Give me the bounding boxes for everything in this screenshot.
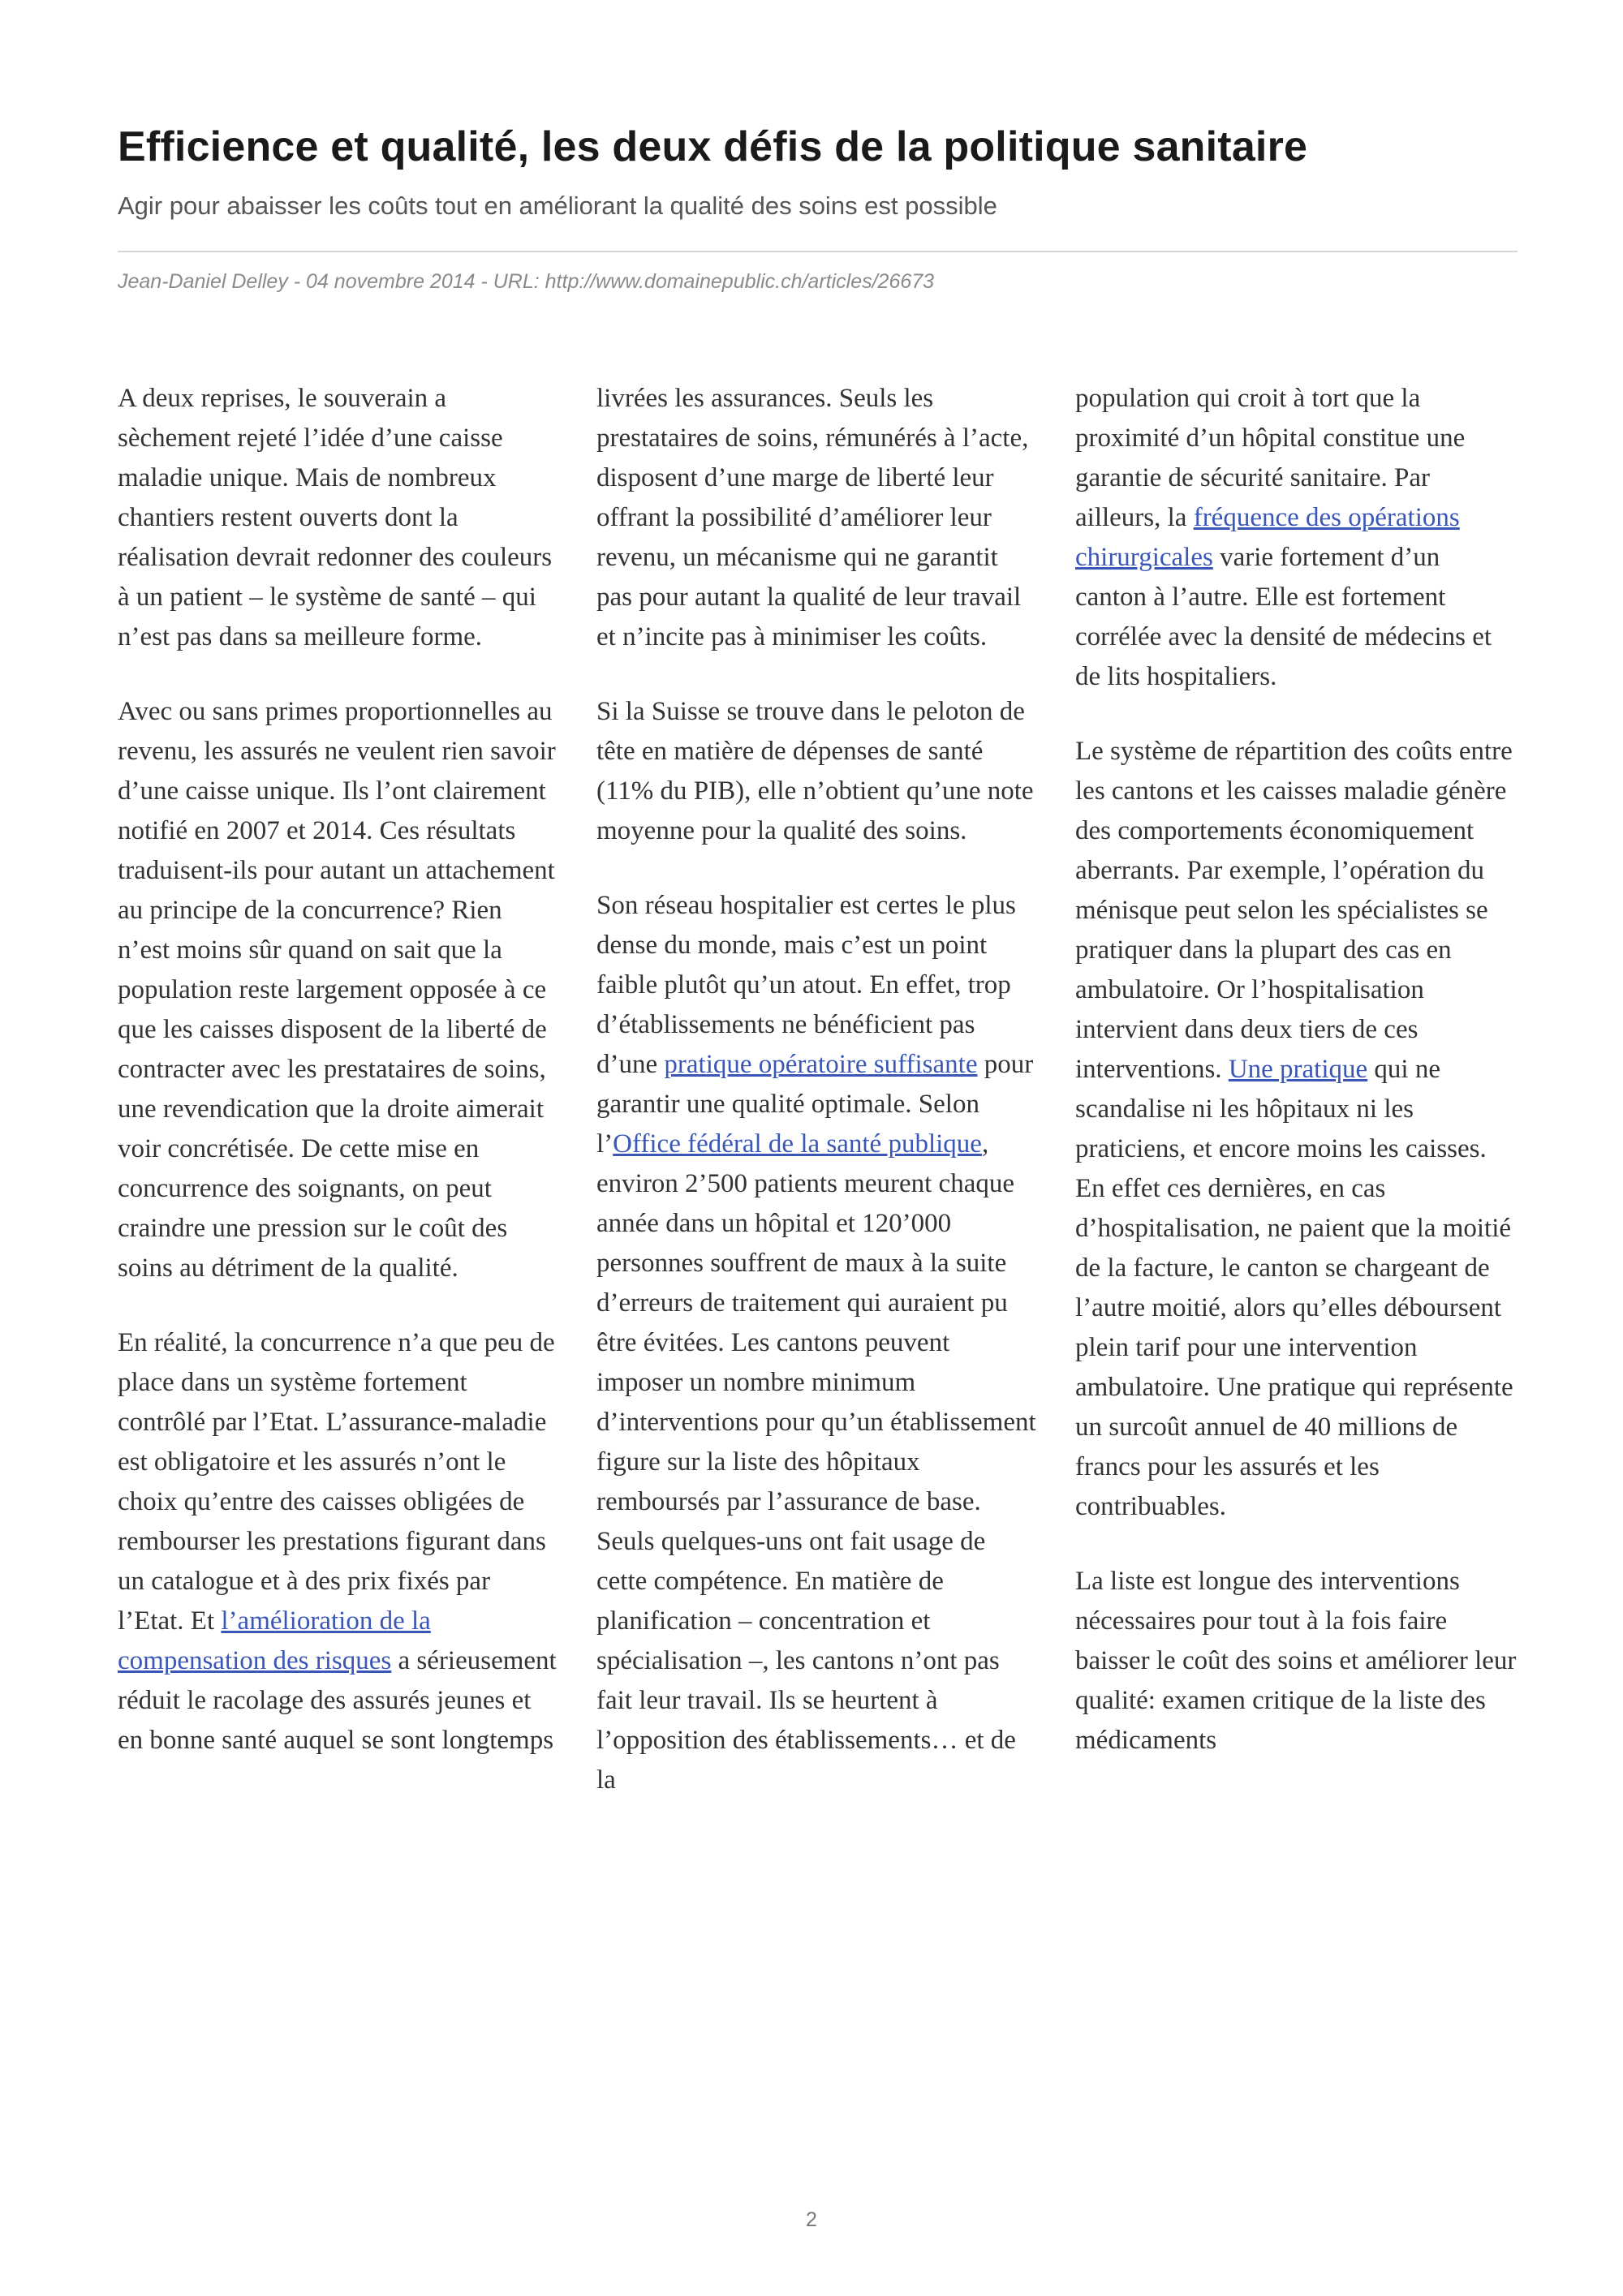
- column-1: [118, 379, 560, 1800]
- link-compensation-risques[interactable]: l’amélioration de la compensation des risques: [118, 1606, 431, 1675]
- article-meta: Jean-Daniel Delley - 04 novembre 2014 - URL: http://www.domainepublic.ch/articles/26673: [118, 269, 935, 293]
- paragraph-text: En réalité, la concurrence n’a que peu de place dans un système fortement contrôlé par l’Etat. L’assurance-maladie est obligatoire et les assurés n’ont le choix qu’entre des caisses obligées de rembourser les prestations figurant dans un catalogue et à des prix fixés par l’Etat. Et: [118, 1328, 555, 1636]
- article-body: [118, 379, 1518, 1800]
- link-pratique-operatoire[interactable]: pratique opératoire suffisante: [664, 1050, 978, 1079]
- article-subtitle: Agir pour abaisser les coûts tout en améliorant la qualité des soins est possible: [118, 191, 997, 221]
- paragraph-text: qui ne scandalise ni les hôpitaux ni les praticiens, et encore moins les caisses. En effet ces dernières, en cas d’hospitalisation, ne paient que la moitié de la facture, le canton se chargeant de l’autre moitié, alors qu’elles déboursent plein tarif pour une intervention ambulatoire. Une pratique qui représente un surcoût annuel de 40 millions de francs pour les assurés et les contribuables.: [1075, 1055, 1513, 1521]
- paragraph-text: Le système de répartition des coûts entre les cantons et les caisses maladie génère des comportements économiquement aberrants. Par exemple, l’opération du ménisque peut selon les spécialistes se pratiquer dans la plupart des cas en ambulatoire. Or l’hospitalisation intervient dans deux tiers de ces interventions.: [1075, 737, 1513, 1084]
- paragraph: [596, 886, 1039, 1800]
- paragraph: La liste est longue des interventions nécessaires pour tout à la fois faire baisser le coût des soins et améliorer leur qualité: examen critique de la liste des médicaments: [1075, 1567, 1517, 1755]
- paragraph: Avec ou sans primes proportionnelles au revenu, les assurés ne veulent rien savoir d’une caisse unique. Ils l’ont clairement notifié en 2007 et 2014. Ces résultats traduisent-ils pour autant un attachement au principe de la concurrence? Rien n’est moins sûr quand on sait que la population reste largement opposée à ce que les caisses disposent de la liberté de contracter avec les prestataires de soins, une revendication que la droite aimerait voir concrétisée. De cette mise en concurrence des soignants, on peut craindre une pression sur le coût des soins au détriment de la qualité.: [118, 697, 556, 1283]
- header-divider: [118, 251, 1518, 252]
- paragraph: A deux reprises, le souverain a sèchement rejeté l’idée d’une caisse maladie unique. Mais de nombreux chantiers restent ouverts dont la réalisation devrait redonner des couleurs à un patient – le système de santé – qui n’est pas dans sa meilleure forme.: [118, 384, 553, 651]
- paragraph: Si la Suisse se trouve dans le peloton de tête en matière de dépenses de santé (11% du PIB), elle n’obtient qu’une note moyenne pour la qualité des soins.: [596, 697, 1034, 845]
- link-office-federal-sante[interactable]: Office fédéral de la santé publique: [613, 1129, 982, 1159]
- paragraph-text: , environ 2’500 patients meurent chaque année dans un hôpital et 120’000 personnes souffrent de maux à la suite d’erreurs de traitement qui auraient pu être évitées. Les cantons peuvent imposer un nombre minimum d’interventions pour qu’un établissement figure sur la liste des hôpitaux remboursés par l’assurance de base. Seuls quelques-uns ont fait usage de cette compétence. En matière de planification – concentration et spécialisation –, les cantons n’ont pas fait leur travail. Ils se heurtent à l’opposition des établissements… et de la: [596, 1129, 1036, 1795]
- paragraph-text: pour garantir une qualité optimale. Selon l’: [596, 1050, 1034, 1159]
- paragraph: livrées les assurances. Seuls les prestataires de soins, rémunérés à l’acte, disposent d’une marge de liberté leur offrant la possibilité d’améliorer leur revenu, un mécanisme qui ne garantit pas pour autant la qualité de leur travail et n’incite pas à minimiser les coûts.: [596, 384, 1029, 651]
- article-header: [118, 122, 1513, 294]
- column-3: [1075, 379, 1518, 1800]
- paragraph: [1075, 732, 1518, 1527]
- page-number: 2: [806, 2208, 817, 2231]
- paragraph-text: Son réseau hospitalier est certes le plus dense du monde, mais c’est un point faible plutôt qu’un atout. En effet, trop d’établissements ne bénéficient pas d’une: [596, 891, 1016, 1079]
- article-title: Efficience et qualité, les deux défis de la politique sanitaire: [118, 123, 1308, 170]
- paragraph-text: population qui croit à tort que la proximité d’un hôpital constitue une garantie de sécurité sanitaire. Par ailleurs, la: [1075, 384, 1466, 532]
- paragraph: [1075, 379, 1518, 697]
- link-une-pratique[interactable]: Une pratique: [1228, 1055, 1368, 1084]
- paragraph-text: varie fortement d’un canton à l’autre. Elle est fortement corrélée avec la densité de médecins et de lits hospitaliers.: [1075, 543, 1492, 691]
- link-frequence-operations[interactable]: fréquence des opérations chirurgicales: [1075, 503, 1460, 572]
- column-2: [596, 379, 1039, 1800]
- paragraph: [118, 1323, 560, 1761]
- paragraph-text: a sérieusement réduit le racolage des assurés jeunes et en bonne santé auquel se sont longtemps: [118, 1646, 557, 1755]
